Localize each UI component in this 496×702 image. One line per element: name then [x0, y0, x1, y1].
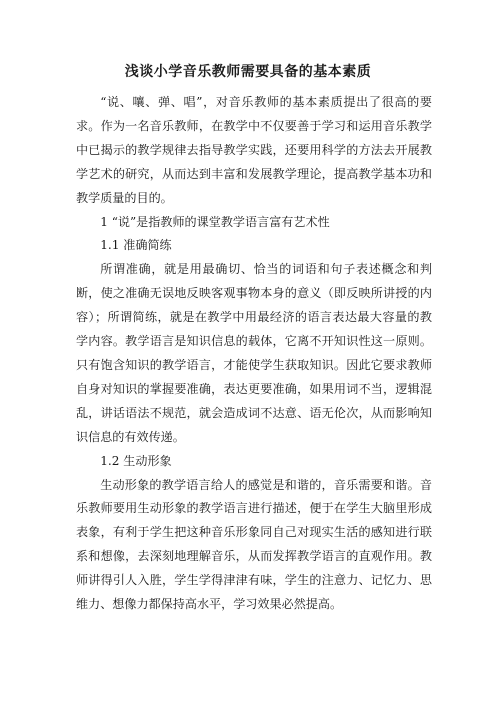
subsection-heading-1-2: 1.2 生动形象 [100, 453, 172, 468]
document-title: 浅谈小学音乐教师需要具备的基本素质 [124, 64, 372, 80]
paragraph-intro: “说、嚷、弹、唱”，对音乐教师的基本素质提出了很高的要求。作为一名音乐教师，在教学中不仅要善于学习和运用音乐教学中已揭示的教学规律去指导教学实践，还要用科学的方法去开展教学艺术的研究，从而达到丰富和发展教学理论，提高教学基本功和教学质量的目的。 [76, 95, 432, 205]
subsection-heading-1-1: 1.1 准确简练 [100, 238, 172, 253]
paragraph-vividness: 生动形象的教学语言给人的感觉是和谐的，音乐需要和谐。音乐教师要用生动形象的教学语言进行描述，便于在学生大脑里形成表象，有利于学生把这种音乐形象同自己对现实生活的感知进行联系和想像，去深刻地理解音乐，从而发挥教学语言的直观作用。教师讲得引人入胜，学生学得津津有味，学生的注意力、记忆力、思维力、想像力都保持高水平，学习效果必然提高。 [76, 477, 432, 612]
document-body [76, 91, 432, 617]
section-heading-1: 1 “说”是指教师的课堂教学语言富有艺术性 [100, 214, 330, 229]
paragraph-accuracy: 所谓准确，就是用最确切、恰当的词语和句子表述概念和判断，使之准确无误地反映客观事物本身的意义（即反映所讲授的内容）；所谓简练，就是在教学中用最经济的语言表达最大容量的教学内容。教学语言是知识信息的载体，它离不开知识性这一原则。只有饱含知识的教学语言，才能使学生获取知识。因此它要求教师自身对知识的掌握要准确，表达更要准确，如果用词不当，逻辑混乱，讲话语法不规范，就会造成词不达意、语无伦次，从而影响知识信息的有效传递。 [76, 262, 432, 444]
